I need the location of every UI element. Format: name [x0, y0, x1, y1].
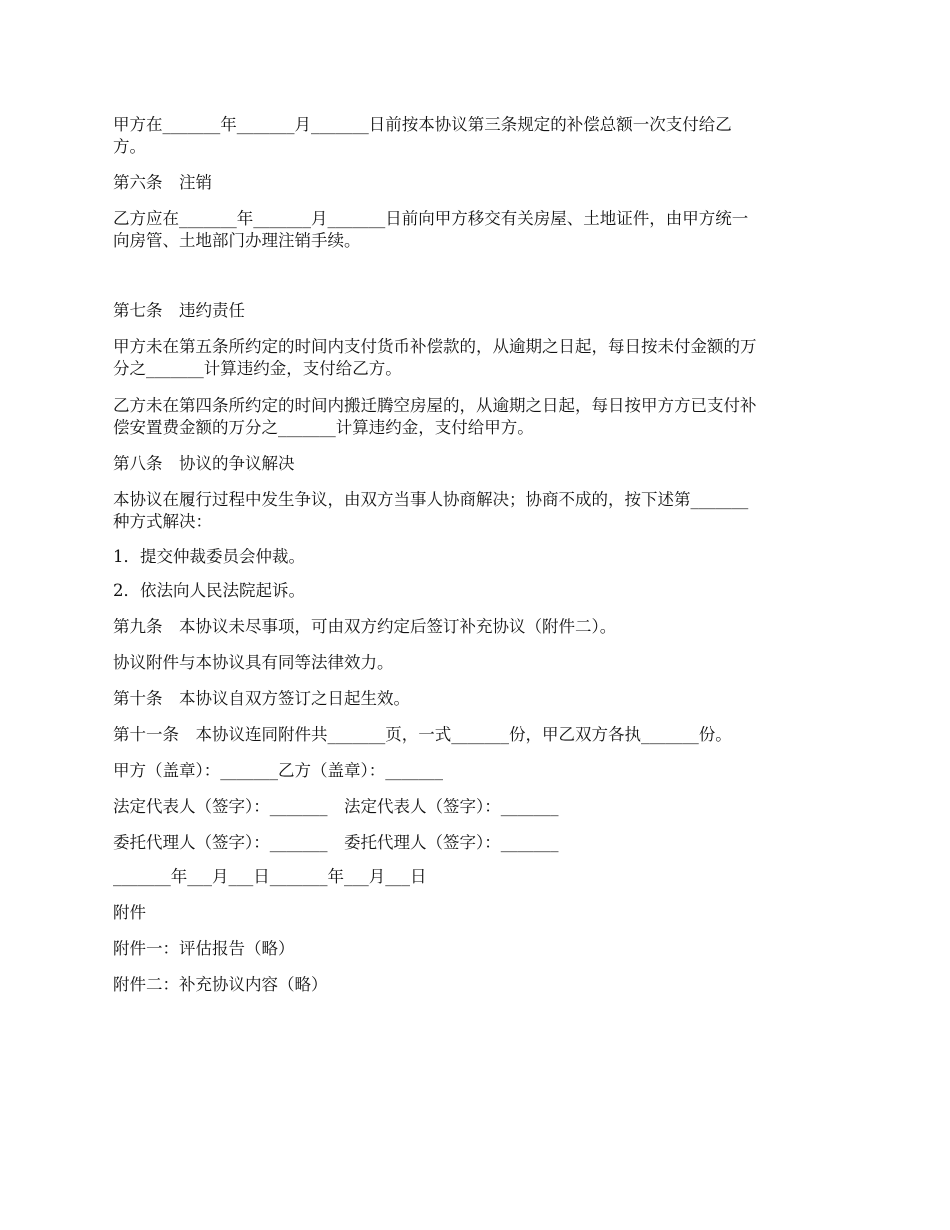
- annex-validity-paragraph: 协议附件与本协议具有同等法律效力。: [113, 653, 394, 672]
- article-10-paragraph: 第十条 本协议自双方签订之日起生效。: [113, 689, 410, 708]
- article-11-paragraph: 第十一条 本协议连同附件共_______页，一式_______份，甲乙双方各执_______份。: [113, 725, 732, 744]
- seal-line: 甲方（盖章）：_______乙方（盖章）：_______: [113, 761, 443, 780]
- payment-deadline-paragraph: 甲方在_______年_______月_______日前按本协议第三条规定的补偿总额一次支付给乙 方。: [113, 115, 732, 156]
- dispute-resolution-paragraph: 本协议在履行过程中发生争议，由双方当事人协商解决；协商不成的，按下述第_______ 种方式解决：: [113, 490, 749, 531]
- party-a-liability-paragraph: 甲方未在第五条所约定的时间内支付货币补偿款的，从逾期之日起，每日按未付金额的万 分之_______计算违约金，支付给乙方。: [113, 337, 757, 378]
- agent-signature-line: 委托代理人（签字）：_______ 委托代理人（签字）：_______: [113, 833, 559, 852]
- article-9-paragraph: 第九条 本协议未尽事项，可由双方约定后签订补充协议（附件二）。: [113, 617, 617, 636]
- annex-heading: 附件: [113, 903, 146, 922]
- article-8-heading: 第八条 协议的争议解决: [113, 454, 295, 473]
- legal-representative-line: 法定代表人（签字）：_______ 法定代表人（签字）：_______: [113, 797, 559, 816]
- option-court: 2．依法向人民法院起诉。: [113, 581, 305, 600]
- option-arbitration: 1．提交仲裁委员会仲裁。: [113, 547, 305, 566]
- party-b-liability-paragraph: 乙方未在第四条所约定的时间内搬迁腾空房屋的，从逾期之日起，每日按甲方方已支付补 偿安置费金额的万分之_______计算违约金，支付给甲方。: [113, 396, 757, 437]
- annex-1-item: 附件一：评估报告（略）: [113, 939, 295, 958]
- date-line: _______年___月___日_______年___月___日: [113, 867, 427, 886]
- cancellation-paragraph: 乙方应在_______年_______月_______日前向甲方移交有关房屋、土地证件，由甲方统一 向房管、土地部门办理注销手续。: [113, 209, 749, 250]
- article-6-heading: 第六条 注销: [113, 173, 212, 192]
- article-7-heading: 第七条 违约责任: [113, 301, 245, 320]
- annex-2-item: 附件二：补充协议内容（略）: [113, 975, 328, 994]
